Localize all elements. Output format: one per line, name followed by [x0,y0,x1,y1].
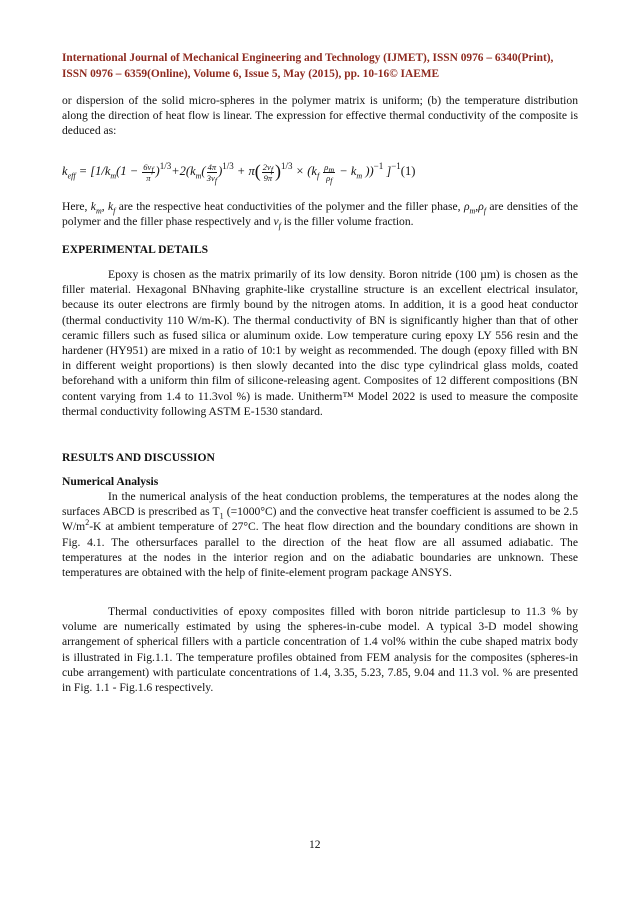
experimental-heading: EXPERIMENTAL DETAILS [62,243,209,256]
para1-text-c: -K at ambient temperature of 27°C. The heat flow direction and the boundary conditions are shown in Fig. 4.1. The othersurfaces parallel to the direction of the heat flow are all assumed adiabatic. The temperatures at the nodes in the interior region and on the adiabatic boundaries are unknown. These temperatures are obtained with the help of finite-element program package ANSYS. [62,520,578,580]
variables-paragraph: Here, $k_m$, $k_f$ are the respective heat conductivities of the polymer and the filler phase, $\rho_m,\rho_f$ are densities of the polymer and the filler phase respectively and $v_f$ is the filler volume fraction. [62,200,579,231]
para1-subscript: 1 [219,511,224,521]
intro-paragraph: or dispersion of the solid micro-spheres in the polymer matrix is uniform; (b) the temperature distribution along the direction of heat flow is linear. The expression for effective thermal conductivity of the composite is deduced as: [62,94,578,138]
results-heading: RESULTS AND DISCUSSION [62,451,215,464]
here-text-1: Here, [62,200,91,213]
here-text-4: is the filler volume fraction. [280,215,414,229]
header-line-2: ISSN 0976 – 6359(Online), Volume 6, Issue 5, May (2015), pp. 10-16© IAEME [62,68,440,80]
equation-number: (1) [400,164,416,178]
header-line-1: International Journal of Mechanical Engineering and Technology (IJMET), ISSN 0976 – 6340(Print), [62,52,554,64]
experimental-paragraph: Epoxy is chosen as the matrix primarily of its low density. Boron nitride (100 µm) is chosen as the filler material. Hexagonal BNhaving graphite-like crystalline structure is an excellent electrical insulator, because its outer electrons are firmly bound by the nitrogen atoms. In addition, it is a good heat conductor (thermal conductivity 110 W/m-K). The thermal conductivity of BN is significantly higher than that of other ceramic fillers such as fused silica or aluminum oxide. Low temperature curing epoxy LY 556 resin and the hardener (HY951) are mixed in a ratio of 10:1 by weight as recommended. The dough (epoxy filled with BN in different weight proportions) is then slowly decanted into the disc type cylindrical glass molds, coated beforehand with a uniform thin film of silicone-releasing agent. Composites of 12 different compositions (BN content varying from 1.4 to 11.3vol %) is made. Unitherm™ Model 2022 is used to measure the composite thermal conductivity following ASTM E-1530 standard. [62,268,578,418]
equation-body: $k_{eff} = [1/k_m(1$ − $\frac{6v_f}{\pi}$ )$^{1/3}+2(k_m$( $\frac{4\pi}{3v_f}$ )$^{1/3}$ + π( $\frac{2v_f}{9\pi}$ )$^{1/3} \times (k_f$ $\frac{\rho_m}{\rho_f}$ − $k_m$ ))$^{-1}$ ]$^{-1}$ [62,161,401,186]
journal-header [62,50,582,82]
para1-superscript: 2 [85,518,90,528]
effective-conductivity-equation [62,156,578,186]
para1-text-a: In the numerical analysis of the heat conduction problems, the temperatures at the nodes along the surfaces ABCD is prescribed as T [62,490,578,519]
numerical-analysis-subheading: Numerical Analysis [62,475,159,488]
numerical-analysis-paragraph [62,489,578,580]
thermal-conductivity-paragraph: Thermal conductivities of epoxy composites filled with boron nitride particlesup to 11.3 % by volume are numerically estimated by using the spheres-in-cube model. A typical 3-D model showing arrangement of spherical fillers with a particle concentration of 1.4 vol% within the cube shaped matrix body is illustrated in Fig.1.1. The temperature profiles obtained from FEM analysis for the composites (spheres-in cube arrangement) with particulate concentrations of 1.4, 3.35, 5.23, 7.85, 9.04 and 11.3 vol. % are presented in Fig. 1.1 - Fig.1.6 respectively. [62,605,578,695]
here-text-2: are the respective heat conductivities of the polymer and the filler phase, [115,200,464,213]
here-text-3: are densities of the polymer and the filler phase respectively and [62,200,579,229]
page-number: 12 [309,838,321,851]
para1-text-b: (=1000°C) and the convective heat transfer coefficient is assumed to be 2.5 W/m [62,505,578,534]
